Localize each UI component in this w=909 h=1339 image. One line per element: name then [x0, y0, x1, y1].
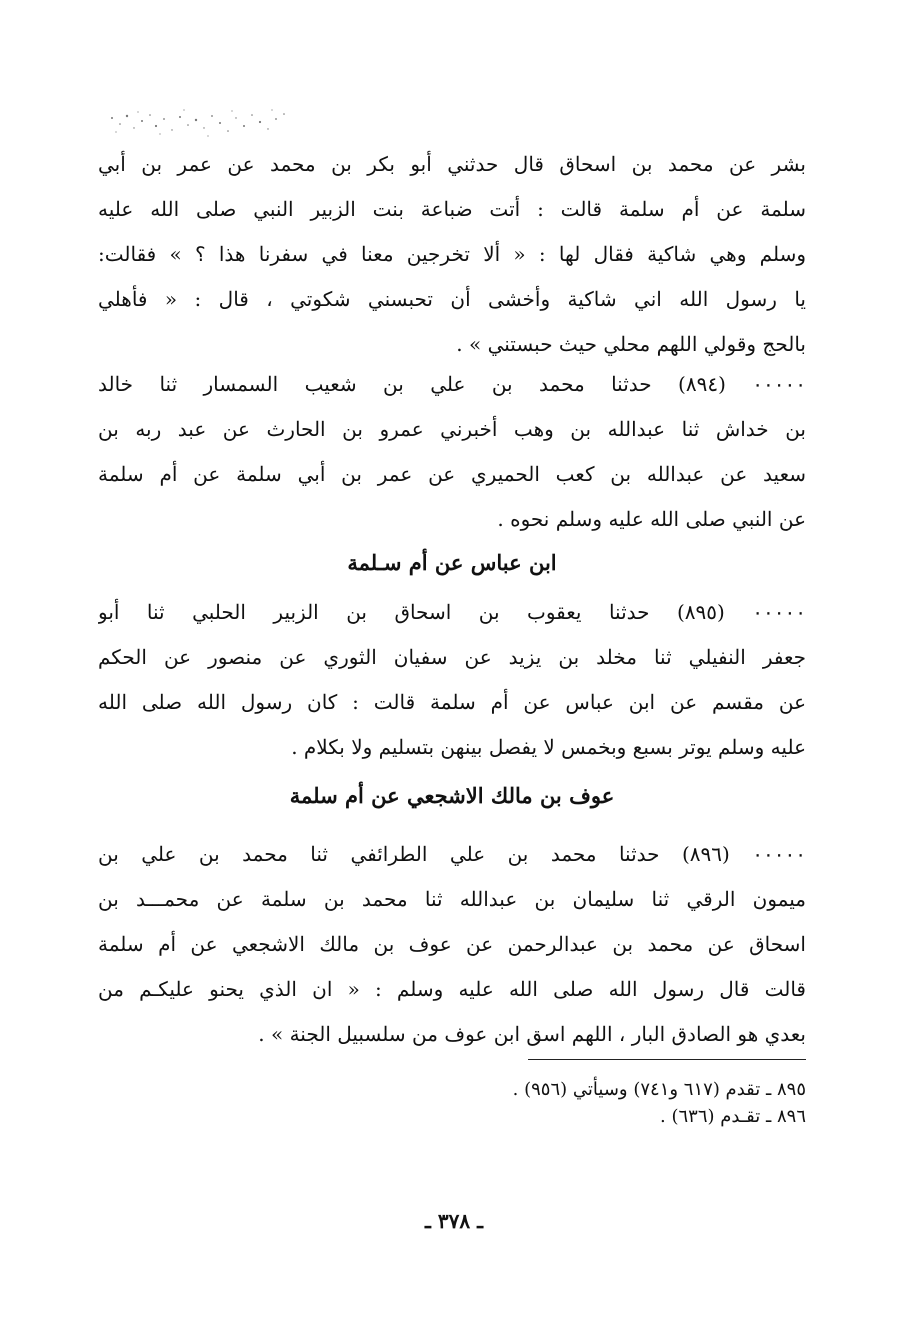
- text-line: ميمون الرقي ثنا سليمان بن عبدالله ثنا محمد بن سلمة عن محمـــد بن: [98, 887, 806, 911]
- section-heading-awf-ibn-malik: عوف بن مالك الاشجعي عن أم سلمة: [289, 783, 615, 808]
- text-line: سلمة عن أم سلمة قالت : أتت ضباعة بنت الزبير النبي صلى الله عليه: [98, 197, 806, 221]
- paragraph-1: [98, 142, 806, 367]
- hadith-896: [98, 832, 806, 1057]
- text-line: عن النبي صلى الله عليه وسلم نحوه .: [497, 507, 806, 531]
- text-line: بن خداش ثنا عبدالله بن وهب أخبرني عمرو بن الحارث عن عبد ربه بن: [98, 417, 806, 441]
- scan-noise-mark: [92, 106, 302, 144]
- text-line: بعدي هو الصادق البار ، اللهم اسق ابن عوف من سلسبيل الجنة » .: [258, 1022, 806, 1046]
- footnote-895: ٨٩٥ ـ تقدم (٦١٧ و٧٤١) وسيأتي (٩٥٦) .: [512, 1079, 806, 1100]
- text-line: قالت قال رسول الله صلى الله عليه وسلم : « ان الذي يحنو عليكـم من: [98, 977, 806, 1001]
- section-heading-ibn-abbas: ابن عباس عن أم سـلمة: [347, 550, 557, 575]
- text-line: عليه وسلم يوتر بسبع وبخمس لا يفصل بينهن بتسليم ولا بكلام .: [291, 735, 806, 759]
- text-line: وسلم وهي شاكية فقال لها : « ألا تخرجين معنا في سفرنا هذا ؟ » فقالت:: [98, 242, 806, 266]
- hadith-894: [98, 362, 806, 542]
- text-line: جعفر النفيلي ثنا مخلد بن يزيد عن سفيان الثوري عن منصور عن الحكم: [98, 645, 806, 669]
- text-line: عن مقسم عن ابن عباس عن أم سلمة قالت : كان رسول الله صلى الله: [98, 690, 806, 714]
- page-number: ـ ٣٧٨ ـ: [425, 1209, 483, 1233]
- text-line: يا رسول الله اني شاكية وأخشى أن تحبسني شكوتي ، قال : « فأهلي: [98, 287, 806, 311]
- text-line: ٠٠٠٠٠ (٨٩٥) حدثنا يعقوب بن اسحاق بن الزبير الحلبي ثنا أبو: [98, 600, 806, 624]
- text-line: بالحج وقولي اللهم محلي حيث حبستني » .: [456, 332, 806, 356]
- text-line: سعيد عن عبدالله بن كعب الحميري عن عمر بن أبي سلمة عن أم سلمة: [98, 462, 806, 486]
- footnote-896: ٨٩٦ ـ تقـدم (٦٣٦) .: [660, 1106, 806, 1127]
- footnote-divider: [528, 1059, 806, 1060]
- text-line: اسحاق عن محمد بن عبدالرحمن عن عوف بن مالك الاشجعي عن أم سلمة: [98, 932, 806, 956]
- text-line: ٠٠٠٠٠ (٨٩٦) حدثنا محمد بن علي الطرائفي ثنا محمد بن علي بن: [98, 842, 806, 866]
- footnotes: [300, 1076, 806, 1130]
- hadith-895: [98, 590, 806, 770]
- text-line: ٠٠٠٠٠ (٨٩٤) حدثنا محمد بن علي بن شعيب السمسار ثنا خالد: [98, 372, 806, 396]
- text-line: بشر عن محمد بن اسحاق قال حدثني أبو بكر بن محمد عن عمر بن أبي: [98, 152, 806, 176]
